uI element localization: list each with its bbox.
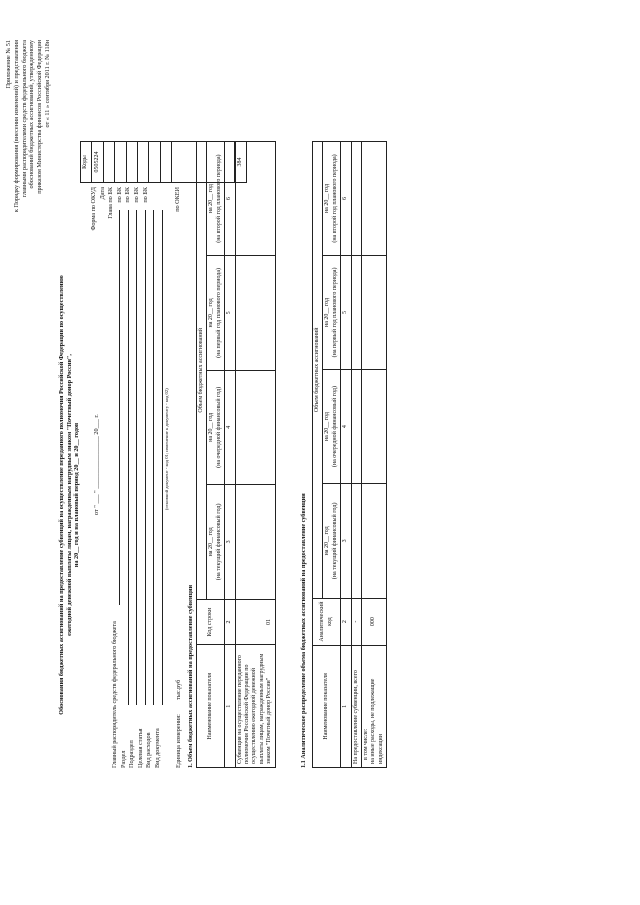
cell-value — [351, 369, 361, 483]
row-other-expenses: на иные расходы, не подлежащие индексации — [370, 678, 384, 764]
year-sub: (на текущий финансовый год) — [215, 503, 222, 581]
col-number: 4 — [341, 369, 351, 483]
field-line — [119, 210, 120, 605]
codes-header: Коды — [81, 142, 92, 183]
cell-value — [351, 484, 361, 598]
year-label: на 20__ год — [208, 298, 215, 328]
year-sub: (на второй год планового периода) — [215, 154, 222, 243]
okei-label: по ОКЕИ — [174, 187, 181, 212]
cell-value — [235, 485, 275, 600]
header-line: главными распорядителями средств федерального бюджета — [20, 40, 28, 198]
glava-bk-label: Глава по БК — [107, 187, 115, 219]
row-code: 000 — [362, 598, 387, 645]
col-number: 3 — [225, 485, 235, 600]
cell-value — [235, 256, 275, 370]
cell-value — [351, 255, 361, 369]
bk-label: по БК — [115, 187, 123, 203]
title-line: Обоснования бюджетных ассигнований на предоставление субвенций на осуществление переданного полномочия Российской Федерации по осуществлению — [58, 275, 65, 715]
field-vid-doc: Вид документа — [153, 728, 161, 768]
okud-value: 0505224 — [92, 142, 103, 183]
bk-value — [126, 142, 137, 183]
col-number: 1 — [341, 645, 351, 767]
col-year4 — [207, 142, 225, 256]
header-line: к Порядку формирования (внесения изменений) и представления — [12, 40, 20, 213]
section11-title: 1.1 Аналитическое распределение объема бюджетных ассигнований на предоставление субвенции — [300, 493, 307, 768]
col-volume-header: Объем бюджетных ассигнований — [197, 142, 207, 600]
col-number: 1 — [225, 645, 235, 768]
year-sub: (на первый год планового периода) — [215, 267, 222, 358]
section1-title: 1. Объем бюджетных ассигнований на предоставление субвенции — [187, 584, 194, 768]
year-sub: (на текущий финансовый год) — [331, 502, 338, 580]
field-line — [153, 210, 154, 705]
cell-value — [362, 369, 387, 483]
table-row — [362, 142, 387, 768]
bk-value — [149, 142, 160, 183]
year-label: на 20__ год — [324, 297, 331, 327]
document-title — [58, 215, 81, 775]
col-number: 2 — [341, 598, 351, 645]
bk-value — [137, 142, 148, 183]
title-line: на 20__ год и на плановый период 20__ и 20__ годов — [73, 422, 81, 568]
col-year2 — [207, 370, 225, 485]
unit-value: тыс.руб — [175, 679, 182, 700]
okud-label: Форма по ОКУД — [90, 187, 97, 231]
field-razdel: Раздел — [119, 750, 127, 768]
field-line — [128, 210, 129, 705]
cell-value — [362, 255, 387, 369]
section11-table — [312, 141, 387, 768]
row-code: 01 — [235, 599, 275, 645]
col-number: 2 — [225, 599, 235, 645]
col-name-header: Наименование показателя — [197, 645, 225, 768]
year-label: на 20__ год — [208, 412, 215, 442]
bk-label: по БК — [124, 187, 132, 203]
appendix-number: Приложение № 51 — [5, 40, 12, 89]
header-line: обоснований бюджетных ассигнований, утвержденному — [28, 40, 36, 189]
col-year4 — [323, 142, 341, 256]
col-year1 — [207, 485, 225, 600]
field-podrazdel: Подраздел — [128, 740, 136, 768]
year-label: на 20__ год — [324, 526, 331, 556]
col-volume-header: Объем бюджетных ассигнований — [313, 142, 323, 599]
section1-table — [196, 141, 276, 768]
row-code: - — [351, 598, 361, 645]
year-sub: (на первый год планового периода) — [331, 267, 338, 358]
cell-value — [362, 484, 387, 598]
col-number: 4 — [225, 370, 235, 485]
row-subvention-text: Субвенция на осуществление переданного полномочия Российской Федерации по осуществлению ежегодной денежной выплаты лицам, награжденным нагрудным знаком "Почетный донор России" — [235, 645, 275, 768]
year-label: на 20__ год — [324, 183, 331, 214]
cell-value — [362, 142, 387, 256]
col-name-header: Наименование показателя — [313, 645, 341, 767]
vid-doc-hint: (основной документ - код 01; изменение к документу - код 02) — [164, 388, 169, 510]
bk-value — [160, 142, 171, 183]
col-year3 — [323, 255, 341, 369]
cell-value — [235, 370, 275, 485]
glava-value — [115, 142, 126, 183]
col-year3 — [207, 256, 225, 370]
col-number: 3 — [341, 484, 351, 598]
table-row — [235, 142, 275, 768]
unit-label: Единица измерения: — [175, 714, 182, 768]
year-sub: (на второй год планового периода) — [331, 154, 338, 243]
cell-value — [235, 142, 275, 256]
year-sub: (на очередной финансовый год) — [331, 386, 338, 468]
title-line: ежегодной денежной выплаты лицам, награжденным нагрудным знаком "Почетный донор России", — [65, 354, 73, 636]
date-value — [103, 142, 114, 183]
header-line-date: от « 11 » сентября 2011 г. № 118н — [43, 40, 51, 128]
table-row — [351, 142, 361, 768]
col-number: 6 — [341, 142, 351, 256]
col-year2 — [323, 369, 341, 483]
field-vid-rashodov: Вид расходов — [145, 732, 153, 768]
year-sub: (на очередной финансовый год) — [215, 386, 222, 468]
year-label: на 20__ год — [208, 527, 215, 557]
cell-value — [351, 142, 361, 256]
year-label: на 20__ год — [324, 412, 331, 442]
field-line — [145, 210, 146, 705]
okei-value: 384 — [235, 142, 246, 183]
row-total-text: На предоставление субвенции, всего — [351, 645, 361, 767]
date-label: Дата — [98, 187, 106, 200]
codes-labels — [90, 187, 150, 255]
header-line: приказом Министерства финансов Российской Федерации — [36, 40, 44, 194]
field-cel: Целевая статья — [136, 728, 144, 768]
col-code-header: Код строки — [197, 599, 225, 645]
approval-header — [5, 40, 52, 212]
field-glava: Главный распорядитель средств федерального бюджета — [111, 621, 118, 768]
col-code-header: Аналитический код — [313, 598, 341, 645]
row-including: в том числе: — [363, 728, 370, 760]
document-date: от " ___ " _________________ 20___ г. — [93, 414, 100, 515]
col-year1 — [323, 484, 341, 598]
row-other-text — [362, 645, 387, 767]
year-label: на 20__ год — [208, 184, 215, 214]
bk-label: по БК — [141, 187, 149, 203]
bk-label: по БК — [132, 187, 140, 203]
field-line — [136, 210, 137, 705]
col-number: 6 — [225, 142, 235, 256]
col-number: 5 — [341, 255, 351, 369]
col-number: 5 — [225, 256, 235, 370]
